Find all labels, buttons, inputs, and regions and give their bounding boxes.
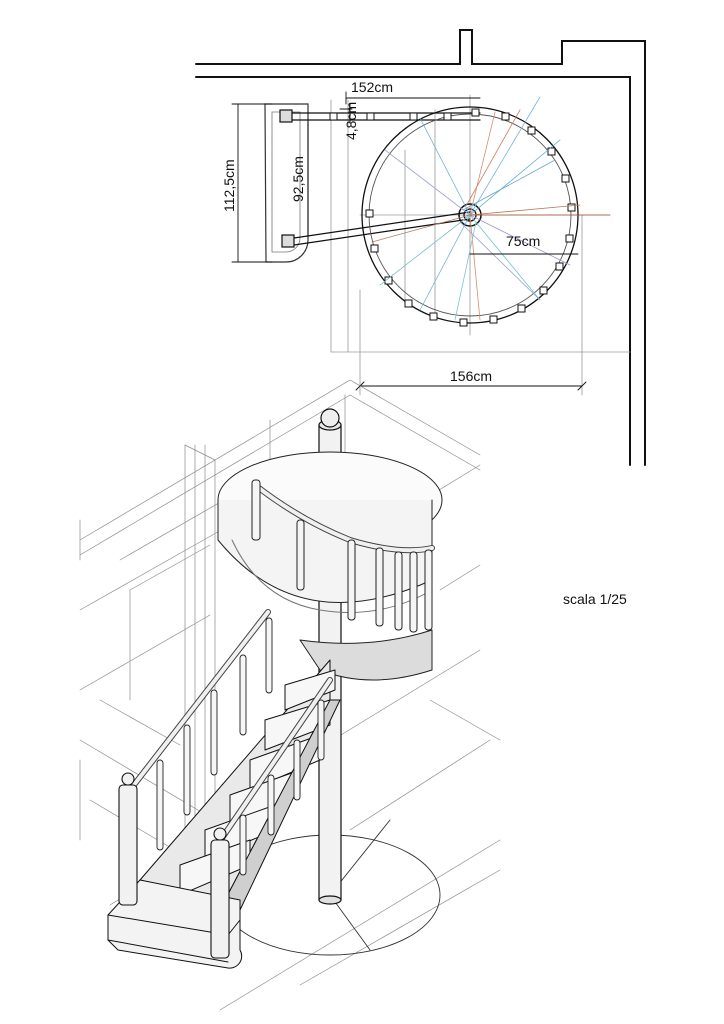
isometric-view <box>80 380 500 1010</box>
dim-depth-inner: 92,5cm <box>290 156 306 202</box>
dim-radius: 75cm <box>506 233 541 249</box>
plan-balusters <box>330 109 575 326</box>
dim-width-top: 152cm <box>351 79 394 95</box>
plan-view <box>196 30 645 465</box>
plan-walls <box>196 30 645 465</box>
dim-depth-outer: 112,5cm <box>221 159 237 212</box>
dim-width-bottom: 156cm <box>450 368 493 384</box>
dim-landing-gap: 4,8cm <box>343 101 359 140</box>
scale-note: scala 1/25 <box>563 591 627 607</box>
